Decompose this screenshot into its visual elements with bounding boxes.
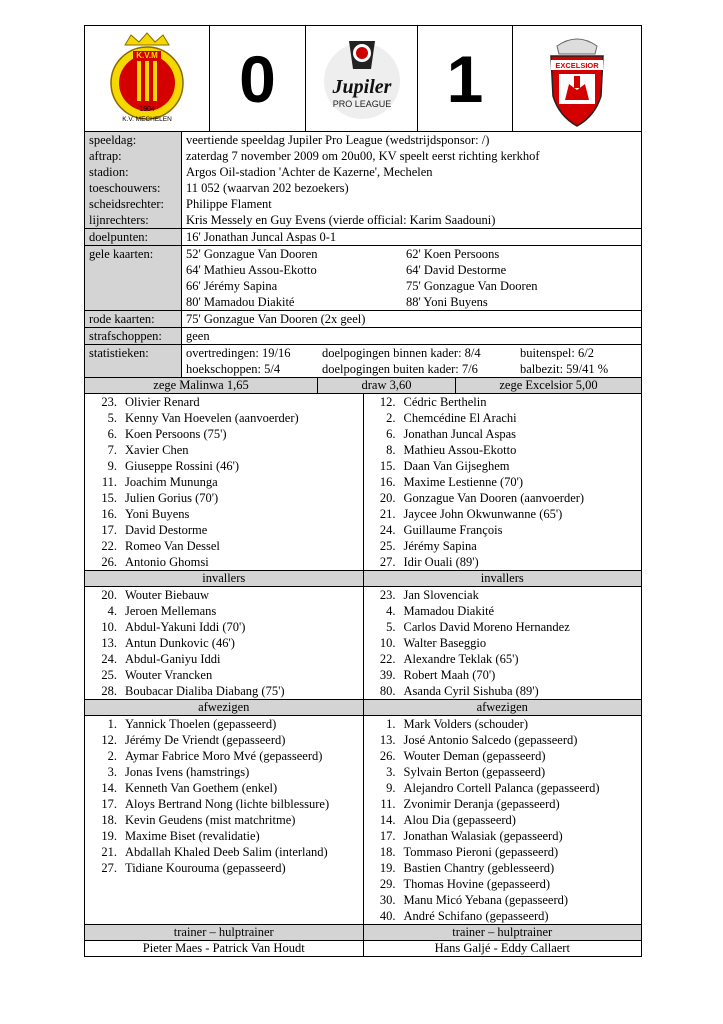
player-number: 12. (101, 733, 117, 747)
player-row (364, 732, 642, 748)
lineup-away (364, 394, 642, 570)
player-name: Wouter Deman (gepasseerd) (403, 749, 546, 763)
player-row (85, 780, 363, 796)
odds-draw: draw 3,60 (318, 378, 456, 393)
player-name: Olivier Renard (125, 395, 200, 409)
player-name: Mathieu Assou-Ekotto (403, 443, 517, 457)
player-name: Carlos David Moreno Hernandez (403, 620, 570, 634)
player-row (364, 876, 642, 892)
svg-text:K.V.M: K.V.M (136, 50, 158, 60)
stats-row (85, 345, 641, 378)
player-row (364, 667, 642, 683)
label-statistieken: statistieken: (85, 345, 182, 377)
label-gele-kaarten: gele kaarten: (85, 246, 182, 310)
player-number: 24. (101, 652, 117, 666)
trainer-title-away: trainer – hulptrainer (452, 925, 553, 939)
player-name: Walter Baseggio (403, 636, 487, 650)
player-number: 10. (101, 620, 117, 634)
player-row (85, 619, 363, 635)
stat-balbezit: balbezit: 59/41 % (520, 362, 609, 376)
player-name: Maxime Biset (revalidatie) (125, 829, 260, 843)
player-row (85, 748, 363, 764)
player-name: Jan Slovenciak (403, 588, 479, 602)
value-doelpunten: 16' Jonathan Juncal Aspas 0-1 (186, 230, 337, 244)
player-row (85, 764, 363, 780)
player-number: 20. (379, 491, 396, 505)
header (85, 26, 641, 132)
subs-title-away: invallers (480, 571, 524, 585)
player-name: Mamadou Diakité (403, 604, 495, 618)
player-number: 23. (379, 588, 396, 602)
player-name: Gonzague Van Dooren (aanvoerder) (403, 491, 585, 505)
penalties-row (85, 328, 641, 345)
player-name: Zvonimir Deranja (gepasseerd) (403, 797, 560, 811)
player-number: 19. (379, 861, 396, 875)
player-number: 2. (386, 411, 396, 425)
player-row (364, 603, 642, 619)
player-name: Abdallah Khaled Deeb Salim (interland) (125, 845, 328, 859)
svg-text:K.V. MECHELEN: K.V. MECHELEN (122, 115, 172, 123)
player-name: Daan Van Gijseghem (403, 459, 510, 473)
label-stadion: stadion: (85, 164, 182, 180)
home-crest-cell (85, 26, 210, 131)
player-number: 26. (101, 555, 117, 569)
player-number: 29. (379, 877, 396, 891)
player-name: Wouter Biebauw (125, 588, 210, 602)
player-number: 21. (379, 507, 396, 521)
trainers (85, 941, 641, 956)
trainer-header (85, 924, 641, 941)
league-logo-cell (306, 26, 418, 131)
player-name: Alejandro Cortell Palanca (gepasseerd) (403, 781, 600, 795)
player-row (364, 796, 642, 812)
svg-text:Jupiler: Jupiler (332, 75, 391, 98)
player-number: 4. (386, 604, 396, 618)
player-row (364, 716, 642, 732)
away-score-cell (418, 26, 513, 131)
value-lijnrechters: Kris Messely en Guy Evens (vierde official: Karim Saadouni) (186, 213, 496, 227)
player-number: 25. (379, 539, 396, 553)
player-row (364, 635, 642, 651)
value-scheidsrechter: Philippe Flament (186, 197, 272, 211)
player-row (85, 474, 363, 490)
yellow-cards-list (182, 246, 641, 310)
yellow-cards-row (85, 246, 641, 311)
player-number: 11. (101, 475, 117, 489)
red-cards-row (85, 311, 641, 328)
away-crest-cell (513, 26, 641, 131)
player-row (85, 732, 363, 748)
away-score: 1 (446, 41, 484, 116)
value-strafschoppen: geen (186, 329, 210, 343)
player-row (364, 892, 642, 908)
player-name: Idir Ouali (89') (403, 555, 479, 569)
player-row (364, 748, 642, 764)
player-row (85, 812, 363, 828)
player-row (85, 587, 363, 603)
player-row (364, 474, 642, 490)
absent-header (85, 699, 641, 716)
player-name: Jérémy Sapina (403, 539, 477, 553)
player-name: Kenneth Van Goethem (enkel) (125, 781, 278, 795)
player-name: Abdul-Yakuni Iddi (70') (125, 620, 246, 634)
yellow-card: 64' David Destorme (406, 263, 507, 277)
player-row (364, 619, 642, 635)
value-rode-kaarten: 75' Gonzague Van Dooren (2x geel) (186, 312, 366, 326)
player-row (85, 538, 363, 554)
label-doelpunten: doelpunten: (85, 229, 182, 245)
stat-doelpogingen-binnen: doelpogingen binnen kader: 8/4 (322, 346, 481, 360)
player-number: 4. (107, 604, 117, 618)
player-name: Yoni Buyens (125, 507, 190, 521)
goals-row (85, 229, 641, 246)
match-report (84, 25, 642, 957)
odds-away: zege Excelsior 5,00 (499, 378, 598, 392)
label-speeldag: speeldag: (85, 132, 182, 148)
svg-text:1904: 1904 (139, 105, 155, 113)
player-name: Asanda Cyril Sishuba (89') (403, 684, 539, 698)
player-number: 8. (386, 443, 396, 457)
player-name: David Destorme (125, 523, 208, 537)
yellow-card: 80' Mamadou Diakité (186, 295, 295, 309)
player-row (364, 538, 642, 554)
player-row (364, 860, 642, 876)
svg-text:PRO LEAGUE: PRO LEAGUE (332, 98, 391, 109)
home-score: 0 (239, 41, 276, 116)
label-strafschoppen: strafschoppen: (85, 328, 182, 344)
stat-hoekschoppen: hoekschoppen: 5/4 (186, 362, 281, 376)
player-name: Chemcédine El Arachi (403, 411, 517, 425)
player-name: Jonathan Juncal Aspas (403, 427, 516, 441)
yellow-card: 52' Gonzague Van Dooren (186, 247, 318, 261)
player-number: 23. (101, 395, 117, 409)
player-row (364, 426, 642, 442)
player-name: Thomas Hovine (gepasseerd) (403, 877, 550, 891)
player-number: 6. (386, 427, 396, 441)
player-number: 28. (101, 684, 117, 698)
player-row (364, 490, 642, 506)
substitutes (85, 587, 641, 699)
player-row (85, 603, 363, 619)
player-number: 6. (107, 427, 117, 441)
player-row (85, 522, 363, 538)
player-number: 1. (107, 717, 117, 731)
lineup-home (85, 394, 364, 570)
player-row (85, 651, 363, 667)
player-row (85, 394, 363, 410)
player-number: 3. (107, 765, 117, 779)
absent-title-away: afwezigen (476, 700, 528, 714)
player-number: 1. (386, 717, 396, 731)
absent-title-home: afwezigen (85, 700, 364, 715)
player-name: Jérémy De Vriendt (gepasseerd) (125, 733, 286, 747)
player-number: 7. (107, 443, 117, 457)
label-lijnrechters: lijnrechters: (85, 212, 182, 228)
player-number: 27. (379, 555, 396, 569)
player-number: 18. (101, 813, 117, 827)
player-name: Tidiane Kourouma (gepasseerd) (125, 861, 286, 875)
yellow-card: 66' Jérémy Sapina (186, 279, 278, 293)
player-number: 26. (379, 749, 396, 763)
player-number: 5. (386, 620, 396, 634)
player-row (85, 490, 363, 506)
player-row (364, 683, 642, 699)
player-name: Julien Gorius (70') (125, 491, 219, 505)
player-number: 17. (101, 523, 117, 537)
label-scheidsrechter: scheidsrechter: (85, 196, 182, 212)
player-name: Mark Volders (schouder) (403, 717, 529, 731)
player-name: Jonas Ivens (hamstrings) (125, 765, 250, 779)
kv-mechelen-crest-icon (107, 31, 187, 127)
player-row (85, 442, 363, 458)
player-number: 17. (101, 797, 117, 811)
yellow-card: 62' Koen Persoons (406, 247, 500, 261)
player-row (364, 780, 642, 796)
yellow-card: 88' Yoni Buyens (406, 295, 488, 309)
player-row (364, 908, 642, 924)
player-number: 9. (107, 459, 117, 473)
player-row (364, 410, 642, 426)
trainer-home: Pieter Maes - Patrick Van Houdt (85, 941, 364, 956)
player-number: 39. (379, 668, 396, 682)
player-row (364, 554, 642, 570)
excelsior-crest-icon (545, 30, 609, 128)
player-name: Manu Micó Yebana (gepasseerd) (403, 893, 569, 907)
player-row (85, 860, 363, 876)
player-name: Wouter Vrancken (125, 668, 213, 682)
player-row (85, 796, 363, 812)
player-number: 15. (379, 459, 396, 473)
player-number: 13. (101, 636, 117, 650)
player-row (364, 587, 642, 603)
player-number: 20. (101, 588, 117, 602)
label-rode-kaarten: rode kaarten: (85, 311, 182, 327)
value-aftrap: zaterdag 7 november 2009 om 20u00, KV speelt eerst richting kerkhof (186, 149, 540, 163)
player-name: Abdul-Ganiyu Iddi (125, 652, 221, 666)
player-number: 17. (379, 829, 396, 843)
player-name: Jaycee John Okwunwanne (65') (403, 507, 563, 521)
player-name: Xavier Chen (125, 443, 189, 457)
yellow-card: 75' Gonzague Van Dooren (406, 279, 538, 293)
player-row (364, 458, 642, 474)
stat-doelpogingen-buiten: doelpogingen buiten kader: 7/6 (322, 362, 478, 376)
player-row (364, 812, 642, 828)
label-toeschouwers: toeschouwers: (85, 180, 182, 196)
player-name: José Antonio Salcedo (gepasseerd) (403, 733, 578, 747)
player-name: Maxime Lestienne (70') (403, 475, 524, 489)
player-row (85, 635, 363, 651)
player-number: 14. (101, 781, 117, 795)
player-number: 11. (380, 797, 396, 811)
label-aftrap: aftrap: (85, 148, 182, 164)
subs-away (364, 587, 642, 699)
player-name: Kenny Van Hoevelen (aanvoerder) (125, 411, 299, 425)
player-row (85, 667, 363, 683)
player-row (85, 410, 363, 426)
odds-home: zege Malinwa 1,65 (85, 378, 318, 393)
player-number: 22. (101, 539, 117, 553)
player-name: Alou Dia (gepasseerd) (403, 813, 516, 827)
subs-title-home: invallers (85, 571, 364, 586)
player-name: Bastien Chantry (geblesseerd) (403, 861, 555, 875)
starting-lineups (85, 394, 641, 570)
player-number: 13. (379, 733, 396, 747)
absent-home (85, 716, 364, 924)
player-number: 25. (101, 668, 117, 682)
player-number: 5. (107, 411, 117, 425)
player-row (85, 554, 363, 570)
player-name: Joachim Mununga (125, 475, 218, 489)
svg-text:EXCELSIOR: EXCELSIOR (555, 60, 599, 70)
odds-row (85, 378, 641, 394)
player-name: Tommaso Pieroni (gepasseerd) (403, 845, 559, 859)
player-name: Kevin Geudens (mist matchritme) (125, 813, 296, 827)
player-number: 9. (386, 781, 396, 795)
trainer-away: Hans Galjé - Eddy Callaert (434, 941, 570, 955)
player-name: Guillaume François (403, 523, 503, 537)
player-name: Jonathan Walasiak (gepasseerd) (403, 829, 563, 843)
absentees (85, 716, 641, 924)
stat-overtredingen: overtredingen: 19/16 (186, 346, 291, 360)
subs-header (85, 570, 641, 587)
jupiler-pro-league-logo-icon (319, 33, 405, 125)
player-row (364, 651, 642, 667)
player-name: Jeroen Mellemans (125, 604, 217, 618)
player-number: 12. (379, 395, 396, 409)
player-name: Robert Maah (70') (403, 668, 496, 682)
stat-buitenspel: buitenspel: 6/2 (520, 346, 594, 360)
player-number: 30. (379, 893, 396, 907)
value-speeldag: veertiende speeldag Jupiler Pro League (wedstrijdsponsor: /) (186, 133, 490, 147)
player-row (85, 683, 363, 699)
player-name: Giuseppe Rossini (46') (125, 459, 240, 473)
player-number: 24. (379, 523, 396, 537)
player-number: 3. (386, 765, 396, 779)
stats-grid (182, 345, 641, 377)
trainer-title-home: trainer – hulptrainer (85, 925, 364, 940)
player-row (85, 426, 363, 442)
player-row (364, 844, 642, 860)
player-name: Antun Dunkovic (46') (125, 636, 235, 650)
player-row (85, 716, 363, 732)
player-number: 15. (101, 491, 117, 505)
player-name: Sylvain Berton (gepasseerd) (403, 765, 546, 779)
player-row (364, 442, 642, 458)
player-number: 80. (379, 684, 396, 698)
value-stadion: Argos Oil-stadion 'Achter de Kazerne', Mechelen (186, 165, 433, 179)
match-info (85, 132, 641, 229)
player-row (364, 394, 642, 410)
player-name: Romeo Van Dessel (125, 539, 220, 553)
player-name: Aloys Bertrand Nong (lichte bilblessure) (125, 797, 330, 811)
player-name: Koen Persoons (75') (125, 427, 227, 441)
player-row (85, 844, 363, 860)
player-row (85, 506, 363, 522)
player-name: Boubacar Dialiba Diabang (75') (125, 684, 285, 698)
player-row (364, 506, 642, 522)
player-number: 18. (379, 845, 396, 859)
player-name: Antonio Ghomsi (125, 555, 209, 569)
player-row (85, 828, 363, 844)
player-number: 16. (379, 475, 396, 489)
home-score-cell (210, 26, 306, 131)
player-name: André Schifano (gepasseerd) (403, 909, 549, 923)
player-number: 16. (101, 507, 117, 521)
value-toeschouwers: 11 052 (waarvan 202 bezoekers) (186, 181, 349, 195)
player-number: 2. (107, 749, 117, 763)
player-number: 27. (101, 861, 117, 875)
yellow-card: 64' Mathieu Assou-Ekotto (186, 263, 317, 277)
player-number: 10. (379, 636, 396, 650)
player-row (85, 458, 363, 474)
absent-away (364, 716, 642, 924)
player-number: 22. (379, 652, 396, 666)
player-number: 21. (101, 845, 117, 859)
subs-home (85, 587, 364, 699)
player-number: 19. (101, 829, 117, 843)
player-name: Yannick Thoelen (gepasseerd) (125, 717, 277, 731)
player-number: 14. (379, 813, 396, 827)
player-name: Cédric Berthelin (403, 395, 487, 409)
player-row (364, 828, 642, 844)
player-row (364, 764, 642, 780)
player-number: 40. (379, 909, 396, 923)
player-name: Alexandre Teklak (65') (403, 652, 519, 666)
player-name: Aymar Fabrice Moro Mvé (gepasseerd) (125, 749, 323, 763)
player-row (364, 522, 642, 538)
